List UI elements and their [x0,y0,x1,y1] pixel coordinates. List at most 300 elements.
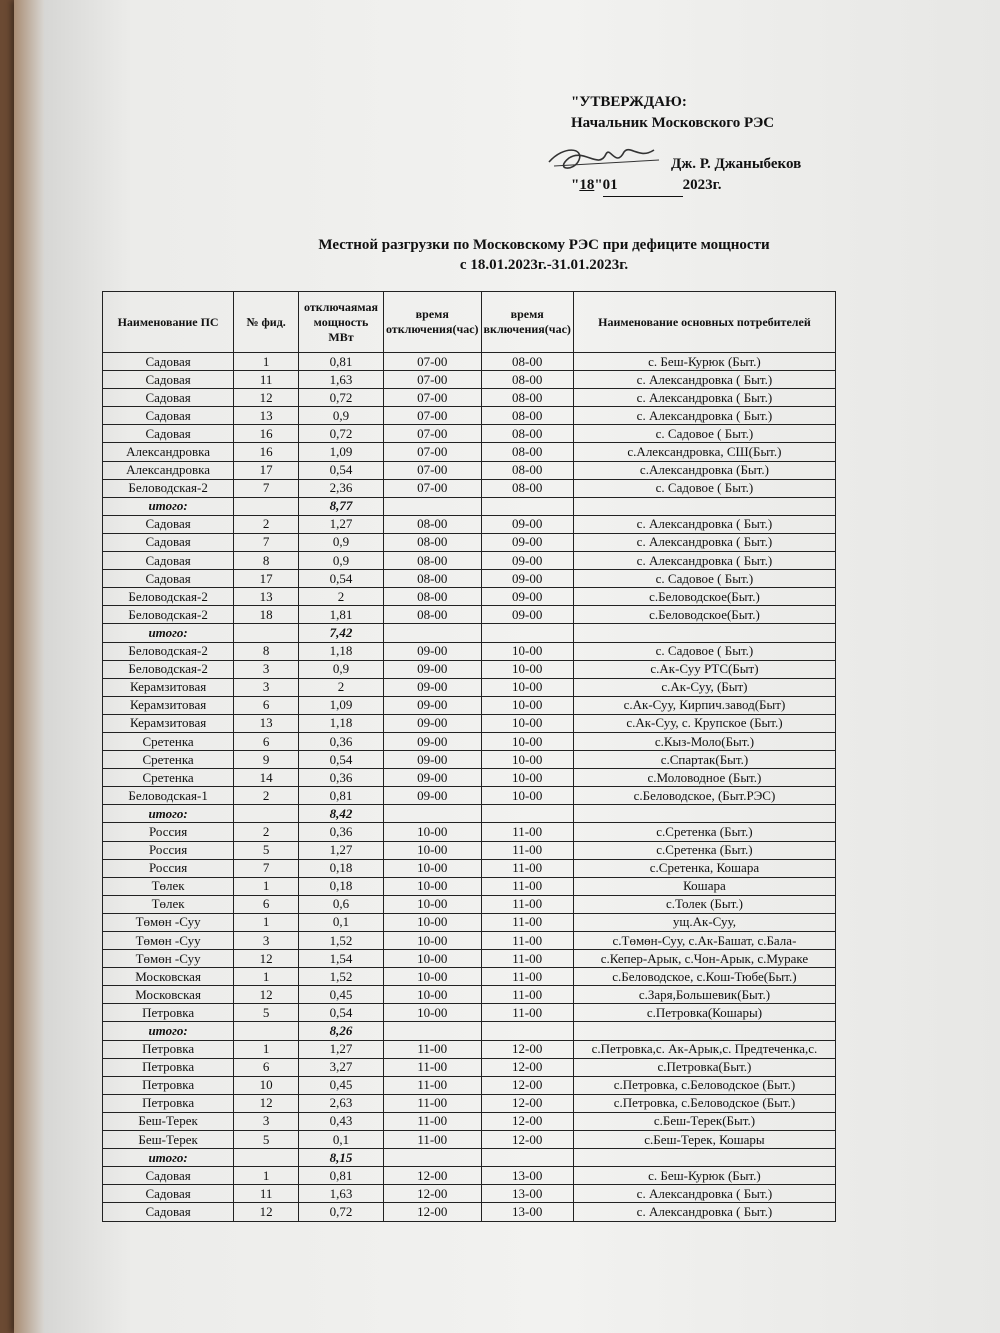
cell-on-time: 11-00 [481,823,573,841]
cell-consumers: с.Ак-Суу, с. Крупское (Быт.) [573,714,835,732]
cell-off-time: 09-00 [383,732,481,750]
total-row [103,497,836,515]
cell-substation: Керамзитовая [103,714,234,732]
cell-power: 1,09 [299,696,384,714]
cell-consumers: с.Төмөн-Суу, с.Ак-Башат, с.Бала- [573,932,835,950]
cell-consumers: с.Беловодское(Быт.) [573,588,835,606]
cell-off-time: 10-00 [383,932,481,950]
cell-feeder [234,805,299,823]
cell-off-time: 07-00 [383,461,481,479]
cell-substation: Садовая [103,407,234,425]
cell-power: 1,18 [299,642,384,660]
cell-consumers: с. Александровка ( Быт.) [573,389,835,407]
cell-on-time: 11-00 [481,1004,573,1022]
cell-consumers: с.Сретенка (Быт.) [573,823,835,841]
cell-substation: Россия [103,823,234,841]
cell-off-time: 09-00 [383,696,481,714]
cell-on-time: 08-00 [481,371,573,389]
cell-off-time: 10-00 [383,1004,481,1022]
cell-consumers: с.Александровка (Быт.) [573,461,835,479]
cell-substation: Сретенка [103,732,234,750]
cell-on-time: 11-00 [481,895,573,913]
cell-off-time: 10-00 [383,913,481,931]
cell-consumers: с.Ак-Суу РТС(Быт) [573,660,835,678]
cell-feeder: 5 [234,1131,299,1149]
table-row [103,1112,836,1130]
cell-power: 1,27 [299,1040,384,1058]
table-row [103,986,836,1004]
cell-on-time: 10-00 [481,642,573,660]
cell-power: 1,27 [299,515,384,533]
cell-off-time: 12-00 [383,1203,481,1221]
total-row [103,805,836,823]
cell-off-time: 10-00 [383,841,481,859]
cell-feeder: 2 [234,515,299,533]
cell-consumers: с.Беловодское, (Быт.РЭС) [573,787,835,805]
table-row [103,950,836,968]
cell-power: 1,63 [299,1185,384,1203]
cell-power: 0,9 [299,552,384,570]
cell-feeder: 1 [234,1040,299,1058]
cell-feeder: 12 [234,1203,299,1221]
cell-consumers: с. Садовое ( Быт.) [573,479,835,497]
cell-power: 0,36 [299,769,384,787]
cell-off-time [383,805,481,823]
cell-off-time: 09-00 [383,678,481,696]
cell-consumers: с.Спартак(Быт.) [573,751,835,769]
table-row [103,913,836,931]
cell-power: 0,54 [299,751,384,769]
cell-consumers: с.Александровка, СШ(Быт.) [573,443,835,461]
cell-consumers: с. Александровка ( Быт.) [573,552,835,570]
cell-feeder: 3 [234,932,299,950]
cell-feeder [234,624,299,642]
cell-consumers: с.Ак-Суу, Кирпич.завод(Быт) [573,696,835,714]
cell-off-time: 08-00 [383,606,481,624]
cell-off-time: 07-00 [383,353,481,371]
cell-power: 2 [299,588,384,606]
col-off-time: время отключения(час) [383,292,481,353]
cell-consumers: с.Толек (Быт.) [573,895,835,913]
table-row [103,1004,836,1022]
cell-power: 0,72 [299,425,384,443]
cell-consumers: с.Сретенка, Кошара [573,859,835,877]
cell-on-time: 08-00 [481,425,573,443]
cell-off-time: 08-00 [383,588,481,606]
table-row [103,479,836,497]
cell-feeder [234,1022,299,1040]
cell-consumers: с.Беш-Терек, Кошары [573,1131,835,1149]
cell-feeder: 17 [234,570,299,588]
approver-position: Начальник Московского РЭС [571,115,775,131]
cell-consumers: с. Беш-Курюк (Быт.) [573,1167,835,1185]
cell-power: 2,63 [299,1094,384,1112]
cell-feeder: 5 [234,841,299,859]
cell-off-time: 11-00 [383,1058,481,1076]
table-row [103,533,836,551]
cell-off-time: 08-00 [383,515,481,533]
cell-substation: Сретенка [103,751,234,769]
cell-consumers: с.Моловодное (Быт.) [573,769,835,787]
table-row [103,968,836,986]
cell-on-time: 11-00 [481,859,573,877]
col-on-time: время включения(час) [481,292,573,353]
cell-on-time: 11-00 [481,986,573,1004]
cell-substation: Төлек [103,877,234,895]
document-page [14,0,1000,1333]
title-line-1: Местной разгрузки по Московскому РЭС при дефиците мощности [318,237,770,253]
cell-substation: итого: [103,624,234,642]
table-row [103,570,836,588]
cell-on-time: 12-00 [481,1131,573,1149]
cell-off-time: 10-00 [383,986,481,1004]
total-row [103,624,836,642]
cell-consumers: с.Петровка,с. Ак-Арык,с. Предтеченка,с. [573,1040,835,1058]
cell-on-time: 09-00 [481,552,573,570]
cell-consumers: с.Заря,Большевик(Быт.) [573,986,835,1004]
cell-feeder: 16 [234,443,299,461]
cell-power: 0,43 [299,1112,384,1130]
table-row [103,787,836,805]
cell-substation: итого: [103,805,234,823]
cell-on-time: 08-00 [481,479,573,497]
cell-power: 0,9 [299,407,384,425]
cell-on-time: 10-00 [481,732,573,750]
cell-power: 2,36 [299,479,384,497]
table-row [103,1185,836,1203]
cell-off-time: 09-00 [383,769,481,787]
cell-off-time: 09-00 [383,642,481,660]
cell-power: 0,1 [299,913,384,931]
cell-substation: Садовая [103,552,234,570]
document-title [234,235,854,275]
cell-feeder [234,497,299,515]
cell-substation: Керамзитовая [103,678,234,696]
col-power: отключаямая мощность МВт [299,292,384,353]
cell-on-time: 09-00 [481,533,573,551]
cell-power: 0,81 [299,1167,384,1185]
cell-off-time: 10-00 [383,877,481,895]
cell-on-time: 10-00 [481,696,573,714]
cell-substation: Төмөн -Суу [103,932,234,950]
cell-power: 0,54 [299,1004,384,1022]
cell-consumers: с.Беловодское, с.Кош-Тюбе(Быт.) [573,968,835,986]
cell-substation: Садовая [103,389,234,407]
cell-substation: Садовая [103,425,234,443]
cell-substation: Садовая [103,1203,234,1221]
cell-feeder: 10 [234,1076,299,1094]
cell-power: 1,09 [299,443,384,461]
cell-feeder: 3 [234,660,299,678]
cell-feeder: 1 [234,968,299,986]
cell-off-time [383,1149,481,1167]
cell-consumers: с. Александровка ( Быт.) [573,371,835,389]
cell-power: 1,81 [299,606,384,624]
date-quote-open: " [571,177,580,193]
cell-consumers: с. Беш-Курюк (Быт.) [573,353,835,371]
cell-substation: Садовая [103,371,234,389]
cell-off-time: 07-00 [383,443,481,461]
cell-on-time: 13-00 [481,1167,573,1185]
cell-power: 8,26 [299,1022,384,1040]
cell-off-time: 09-00 [383,751,481,769]
table-row [103,407,836,425]
page-edge [14,0,44,1333]
table-row [103,714,836,732]
cell-feeder: 1 [234,877,299,895]
cell-feeder: 14 [234,769,299,787]
cell-feeder: 9 [234,751,299,769]
cell-off-time: 11-00 [383,1094,481,1112]
cell-consumers: с. Садовое ( Быт.) [573,642,835,660]
cell-power: 0,9 [299,533,384,551]
cell-power: 0,81 [299,353,384,371]
date-month: 01 [603,175,683,197]
cell-off-time: 07-00 [383,425,481,443]
cell-off-time: 08-00 [383,552,481,570]
cell-feeder: 3 [234,678,299,696]
cell-feeder: 11 [234,1185,299,1203]
cell-consumers: с. Садовое ( Быт.) [573,425,835,443]
date-year: 2023г. [682,177,722,193]
total-row [103,1149,836,1167]
cell-feeder: 8 [234,642,299,660]
cell-substation: Александровка [103,461,234,479]
cell-off-time: 12-00 [383,1167,481,1185]
table-header-row [103,292,836,353]
cell-power: 0,36 [299,823,384,841]
cell-feeder: 17 [234,461,299,479]
table-row [103,1058,836,1076]
table-row [103,1076,836,1094]
cell-substation: Петровка [103,1004,234,1022]
cell-on-time: 08-00 [481,407,573,425]
table-row [103,769,836,787]
table-row [103,932,836,950]
cell-consumers: с. Александровка ( Быт.) [573,533,835,551]
cell-consumers: с.Петровка, с.Беловодское (Быт.) [573,1094,835,1112]
table-row [103,751,836,769]
cell-power: 1,63 [299,371,384,389]
title-line-2: с 18.01.2023г.-31.01.2023г. [459,257,629,273]
cell-substation: Россия [103,859,234,877]
cell-on-time: 09-00 [481,515,573,533]
cell-on-time: 11-00 [481,932,573,950]
cell-on-time: 08-00 [481,443,573,461]
cell-consumers: с. Александровка ( Быт.) [573,1185,835,1203]
total-row [103,1022,836,1040]
cell-feeder: 6 [234,895,299,913]
cell-on-time: 12-00 [481,1112,573,1130]
cell-on-time: 11-00 [481,950,573,968]
cell-power: 0,81 [299,787,384,805]
cell-substation: Беловодская-2 [103,479,234,497]
cell-substation: итого: [103,1149,234,1167]
cell-consumers: с. Александровка ( Быт.) [573,515,835,533]
cell-power: 3,27 [299,1058,384,1076]
table-row [103,1040,836,1058]
cell-feeder: 11 [234,371,299,389]
cell-substation: Россия [103,841,234,859]
col-feeder: № фид. [234,292,299,353]
cell-feeder: 1 [234,1167,299,1185]
cell-substation: Московская [103,968,234,986]
cell-off-time: 07-00 [383,479,481,497]
cell-off-time [383,624,481,642]
cell-feeder: 2 [234,823,299,841]
cell-feeder: 7 [234,859,299,877]
date-quote-close: " [594,177,603,193]
cell-substation: Беш-Терек [103,1131,234,1149]
cell-power: 1,54 [299,950,384,968]
cell-power: 0,9 [299,660,384,678]
table-row [103,732,836,750]
cell-substation: Беш-Терек [103,1112,234,1130]
table-row [103,443,836,461]
table-row [103,642,836,660]
handwritten-signature [544,140,664,180]
cell-consumers [573,1149,835,1167]
cell-consumers [573,497,835,515]
cell-consumers: с.Кыз-Моло(Быт.) [573,732,835,750]
cell-off-time: 09-00 [383,660,481,678]
table-row [103,389,836,407]
cell-off-time: 10-00 [383,859,481,877]
cell-consumers: с. Садовое ( Быт.) [573,570,835,588]
cell-consumers: ущ.Ак-Суу, [573,913,835,931]
cell-off-time [383,497,481,515]
cell-off-time: 11-00 [383,1131,481,1149]
cell-consumers: с.Петровка(Кошары) [573,1004,835,1022]
cell-power: 1,52 [299,932,384,950]
cell-off-time: 07-00 [383,389,481,407]
cell-feeder: 12 [234,1094,299,1112]
table-row [103,606,836,624]
cell-on-time [481,1022,573,1040]
date-day: 18 [579,177,595,193]
cell-off-time: 09-00 [383,714,481,732]
cell-substation: Беловодская-2 [103,660,234,678]
cell-feeder: 13 [234,407,299,425]
cell-off-time [383,1022,481,1040]
cell-on-time [481,805,573,823]
cell-substation: Садовая [103,570,234,588]
cell-feeder: 1 [234,353,299,371]
cell-consumers [573,624,835,642]
cell-off-time: 10-00 [383,823,481,841]
cell-consumers: с.Беловодское(Быт.) [573,606,835,624]
cell-power: 0,18 [299,859,384,877]
cell-substation: итого: [103,497,234,515]
cell-power: 0,54 [299,461,384,479]
cell-consumers: с.Петровка(Быт.) [573,1058,835,1076]
cell-feeder: 6 [234,696,299,714]
cell-feeder: 6 [234,1058,299,1076]
cell-on-time: 10-00 [481,769,573,787]
cell-power: 1,52 [299,968,384,986]
cell-substation: Беловодская-2 [103,588,234,606]
cell-substation: Садовая [103,1185,234,1203]
cell-power: 0,1 [299,1131,384,1149]
cell-feeder [234,1149,299,1167]
cell-feeder: 1 [234,913,299,931]
cell-substation: Петровка [103,1076,234,1094]
cell-feeder: 6 [234,732,299,750]
cell-off-time: 10-00 [383,968,481,986]
cell-off-time: 11-00 [383,1076,481,1094]
cell-on-time: 11-00 [481,877,573,895]
cell-feeder: 12 [234,389,299,407]
cell-substation: Төмөн -Суу [103,913,234,931]
cell-off-time: 10-00 [383,895,481,913]
table-row [103,823,836,841]
cell-substation: Керамзитовая [103,696,234,714]
cell-off-time: 10-00 [383,950,481,968]
cell-consumers: с. Александровка ( Быт.) [573,1203,835,1221]
load-shedding-table [102,291,836,1222]
cell-on-time: 13-00 [481,1203,573,1221]
cell-consumers: с.Петровка, с.Беловодское (Быт.) [573,1076,835,1094]
cell-substation: Садовая [103,533,234,551]
table-row [103,461,836,479]
cell-on-time: 09-00 [481,570,573,588]
cell-on-time: 09-00 [481,588,573,606]
cell-power: 0,72 [299,389,384,407]
cell-on-time [481,624,573,642]
cell-power: 0,45 [299,1076,384,1094]
cell-power: 1,27 [299,841,384,859]
cell-off-time: 08-00 [383,570,481,588]
cell-substation: Садовая [103,515,234,533]
table-row [103,841,836,859]
cell-feeder: 16 [234,425,299,443]
cell-substation: Сретенка [103,769,234,787]
cell-on-time: 10-00 [481,751,573,769]
table-row [103,1094,836,1112]
cell-feeder: 7 [234,479,299,497]
cell-off-time: 12-00 [383,1185,481,1203]
cell-substation: Садовая [103,1167,234,1185]
cell-power: 0,54 [299,570,384,588]
cell-power: 0,6 [299,895,384,913]
cell-substation: Беловодская-2 [103,606,234,624]
cell-power: 8,42 [299,805,384,823]
table-body [103,353,836,1222]
cell-on-time: 10-00 [481,714,573,732]
cell-feeder: 12 [234,950,299,968]
cell-on-time: 12-00 [481,1076,573,1094]
col-consumers: Наименование основных потребителей [573,292,835,353]
cell-substation: Петровка [103,1094,234,1112]
cell-feeder: 13 [234,714,299,732]
cell-feeder: 5 [234,1004,299,1022]
cell-on-time: 09-00 [481,606,573,624]
table-row [103,353,836,371]
cell-on-time: 10-00 [481,660,573,678]
cell-substation: Беловодская-2 [103,642,234,660]
cell-off-time: 11-00 [383,1112,481,1130]
cell-power: 0,18 [299,877,384,895]
cell-on-time: 10-00 [481,678,573,696]
cell-substation: Московская [103,986,234,1004]
cell-on-time: 12-00 [481,1058,573,1076]
cell-power: 8,15 [299,1149,384,1167]
cell-off-time: 09-00 [383,787,481,805]
cell-substation: Петровка [103,1040,234,1058]
table-row [103,859,836,877]
cell-consumers: Кошара [573,877,835,895]
table-row [103,1203,836,1221]
